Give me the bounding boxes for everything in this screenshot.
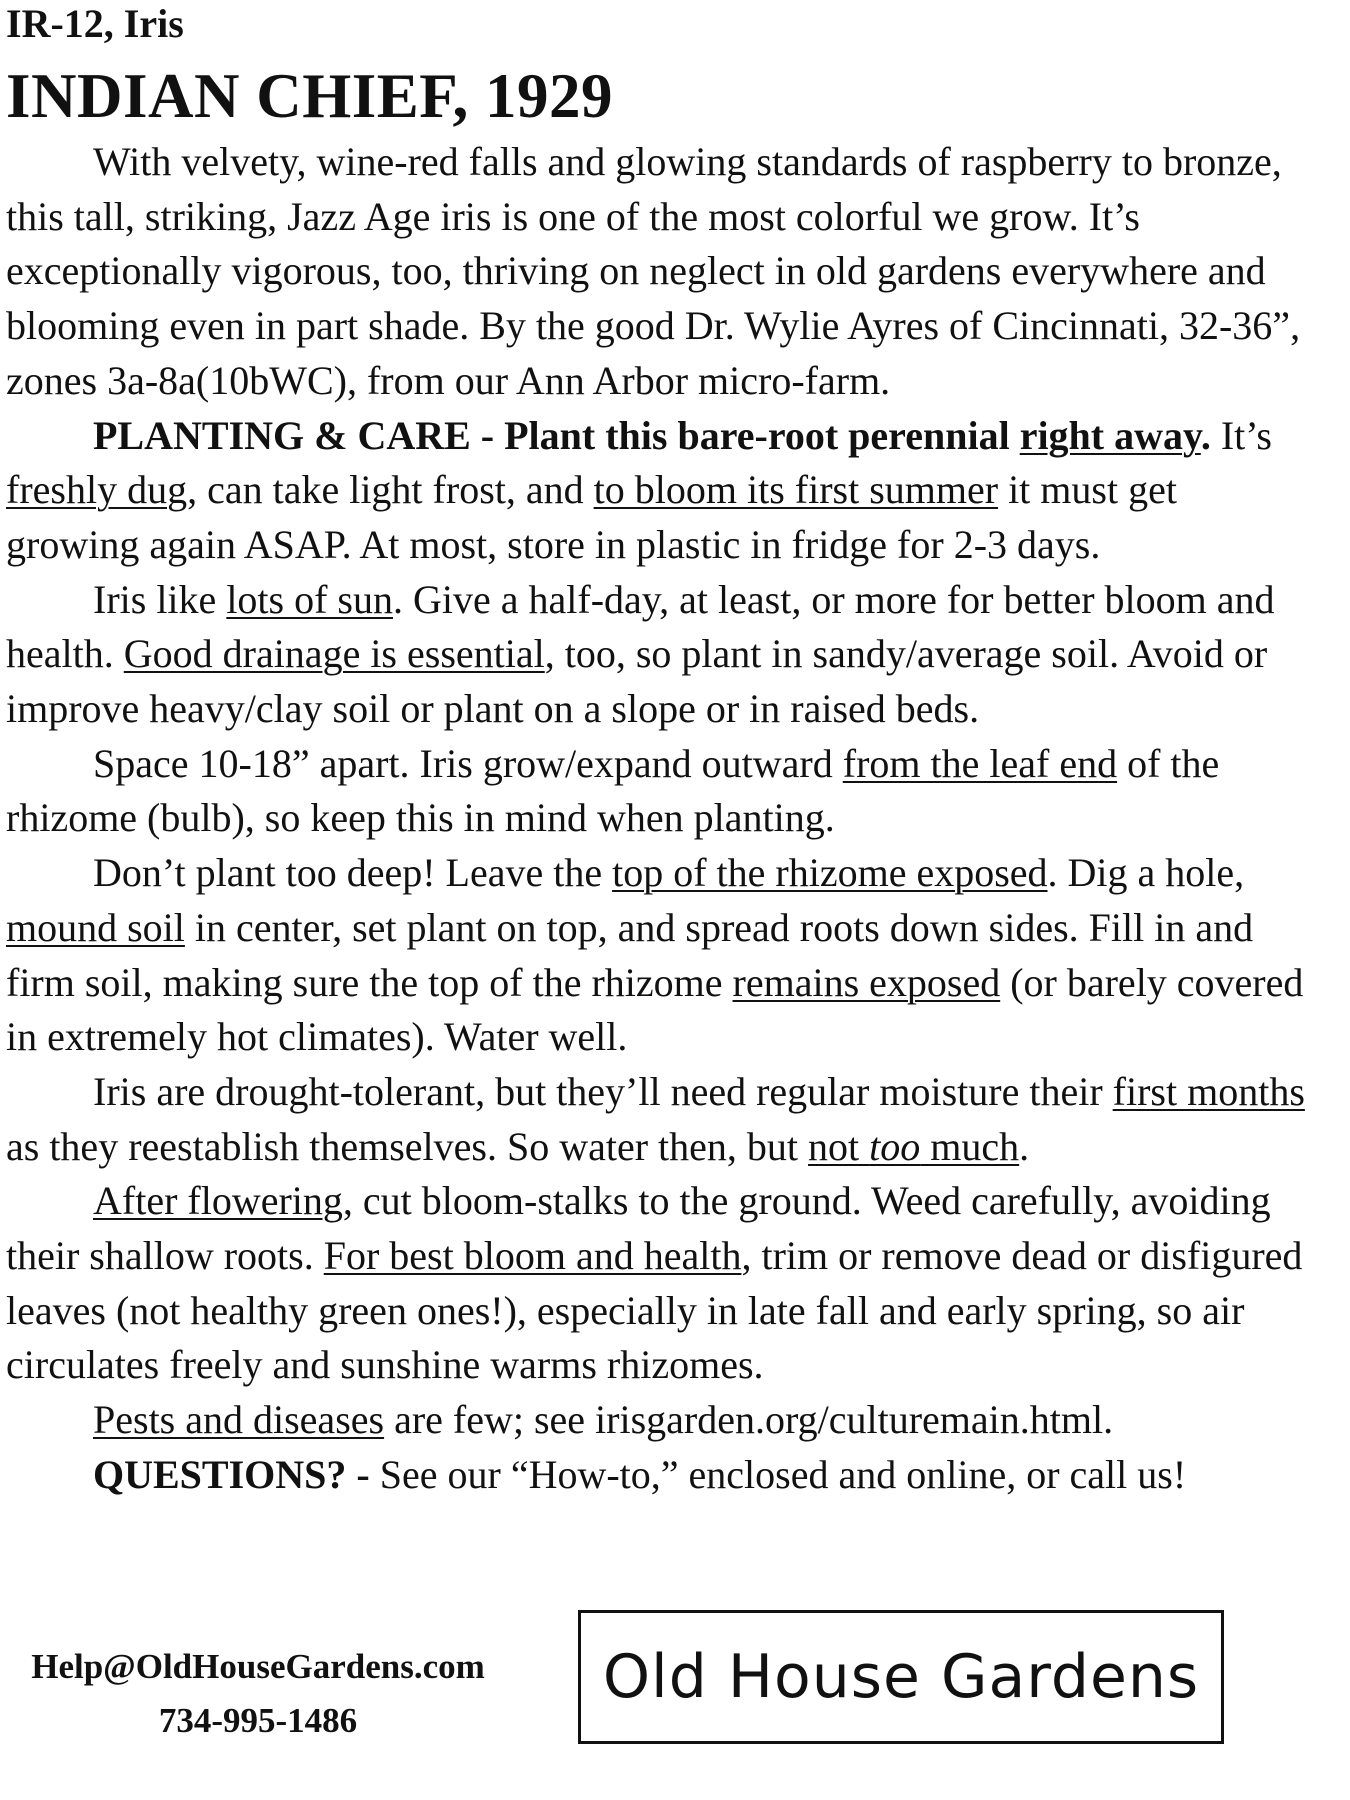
space-text-1: Space 10-18” apart. Iris grow/expand outward <box>93 740 843 786</box>
questions-lead: QUESTIONS? - <box>93 1451 380 1497</box>
instructions-body <box>6 135 1306 1503</box>
planting-underline-1: freshly dug <box>6 467 188 513</box>
planting-lead-end: . <box>1200 412 1211 458</box>
sun-paragraph <box>6 573 1306 737</box>
after-text-1: , cut bloom-stalks to the ground. Weed carefully, avoiding their shallow roots. <box>6 1178 1271 1279</box>
water-text-1: Iris are drought-tolerant, but they’ll need regular moisture their <box>93 1068 1113 1114</box>
pests-paragraph <box>6 1393 1306 1448</box>
planting-text-2: , can take light frost, and <box>187 467 594 513</box>
after-underline-1: After flowering <box>93 1178 343 1224</box>
depth-text-4: (or barely covered in extremely hot climates). Water well. <box>6 959 1304 1060</box>
planting-underline-2: to bloom its first summer <box>593 467 999 513</box>
sun-underline-1: lots of sun <box>226 576 393 622</box>
pests-text-1: are few; see irisgarden.org/culturemain.html. <box>384 1397 1114 1443</box>
water-paragraph <box>6 1065 1306 1174</box>
sun-text-2: . Give a half-day, at least, or more for better bloom and health. <box>6 576 1275 677</box>
contact-info <box>8 1640 508 1748</box>
logo-text: Old House Gardens <box>602 1642 1200 1712</box>
sun-text-1: Iris like <box>93 576 227 622</box>
water-underline-2a: not <box>808 1123 870 1169</box>
product-title: INDIAN CHIEF, 1929 <box>6 61 614 131</box>
after-paragraph <box>6 1174 1306 1393</box>
contact-email: Help@OldHouseGardens.com <box>31 1647 485 1686</box>
depth-underline-1: top of the rhizome exposed <box>612 850 1048 896</box>
planting-text-3: it must get growing again ASAP. At most, store in plastic in fridge for 2-3 days. <box>6 467 1177 567</box>
questions-text: See our “How-to,” enclosed and online, or call us! <box>379 1451 1187 1497</box>
product-code: IR-12, Iris <box>6 1 184 46</box>
space-paragraph <box>6 737 1306 846</box>
depth-text-3: in center, set plant on top, and spread roots down sides. Fill in and firm soil, making sure the top of the rhizome <box>6 904 1254 1005</box>
sun-underline-2: Good drainage is essential <box>123 631 545 677</box>
planting-lead-underlined: right away <box>1019 412 1201 458</box>
company-logo <box>578 1610 1224 1744</box>
depth-paragraph <box>6 846 1306 1065</box>
pests-underline-1: Pests and diseases <box>93 1397 385 1443</box>
water-underline-2c: much <box>920 1123 1020 1169</box>
sun-text-3: , too, so plant in sandy/average soil. Avoid or improve heavy/clay soil or plant on a slope or in raised beds. <box>6 631 1268 732</box>
water-underline-1: first months <box>1112 1068 1305 1114</box>
planting-text-1: It’s <box>1210 412 1272 458</box>
water-text-3: . <box>1019 1123 1030 1169</box>
water-text-2: as they reestablish themselves. So water then, but <box>6 1123 809 1169</box>
space-underline-1: from the leaf end <box>842 740 1118 786</box>
description-paragraph: With velvety, wine-red falls and glowing standards of raspberry to bronze, this tall, striking, Jazz Age iris is one of the most colorful we grow. It’s exceptionally vigorous, too, thriving on neglect in old gardens everywhere and blooming even in part shade. By the good Dr. Wylie Ayres of Cincinnati, 32-36”, zones 3a-8a(10bWC), from our Ann Arbor micro-farm. <box>6 139 1301 403</box>
after-text-2: , trim or remove dead or disfigured leaves (not healthy green ones!), especially in late fall and early spring, so air circulates freely and sunshine warms rhizomes. <box>6 1233 1303 1388</box>
after-underline-2: For best bloom and health <box>323 1233 742 1279</box>
water-underline-2b: too <box>869 1123 921 1169</box>
depth-text-1: Don’t plant too deep! Leave the <box>93 850 613 896</box>
depth-underline-3: remains exposed <box>732 959 1001 1005</box>
questions-paragraph <box>6 1448 1306 1503</box>
contact-phone: 734-995-1486 <box>158 1701 358 1740</box>
planting-paragraph <box>6 409 1306 573</box>
space-text-2: of the rhizome (bulb), so keep this in mind when planting. <box>6 740 1220 841</box>
depth-text-2: . Dig a hole, <box>1047 850 1245 896</box>
depth-underline-2: mound soil <box>6 904 185 950</box>
planting-lead: PLANTING & CARE - Plant this bare-root perennial <box>93 412 1020 458</box>
